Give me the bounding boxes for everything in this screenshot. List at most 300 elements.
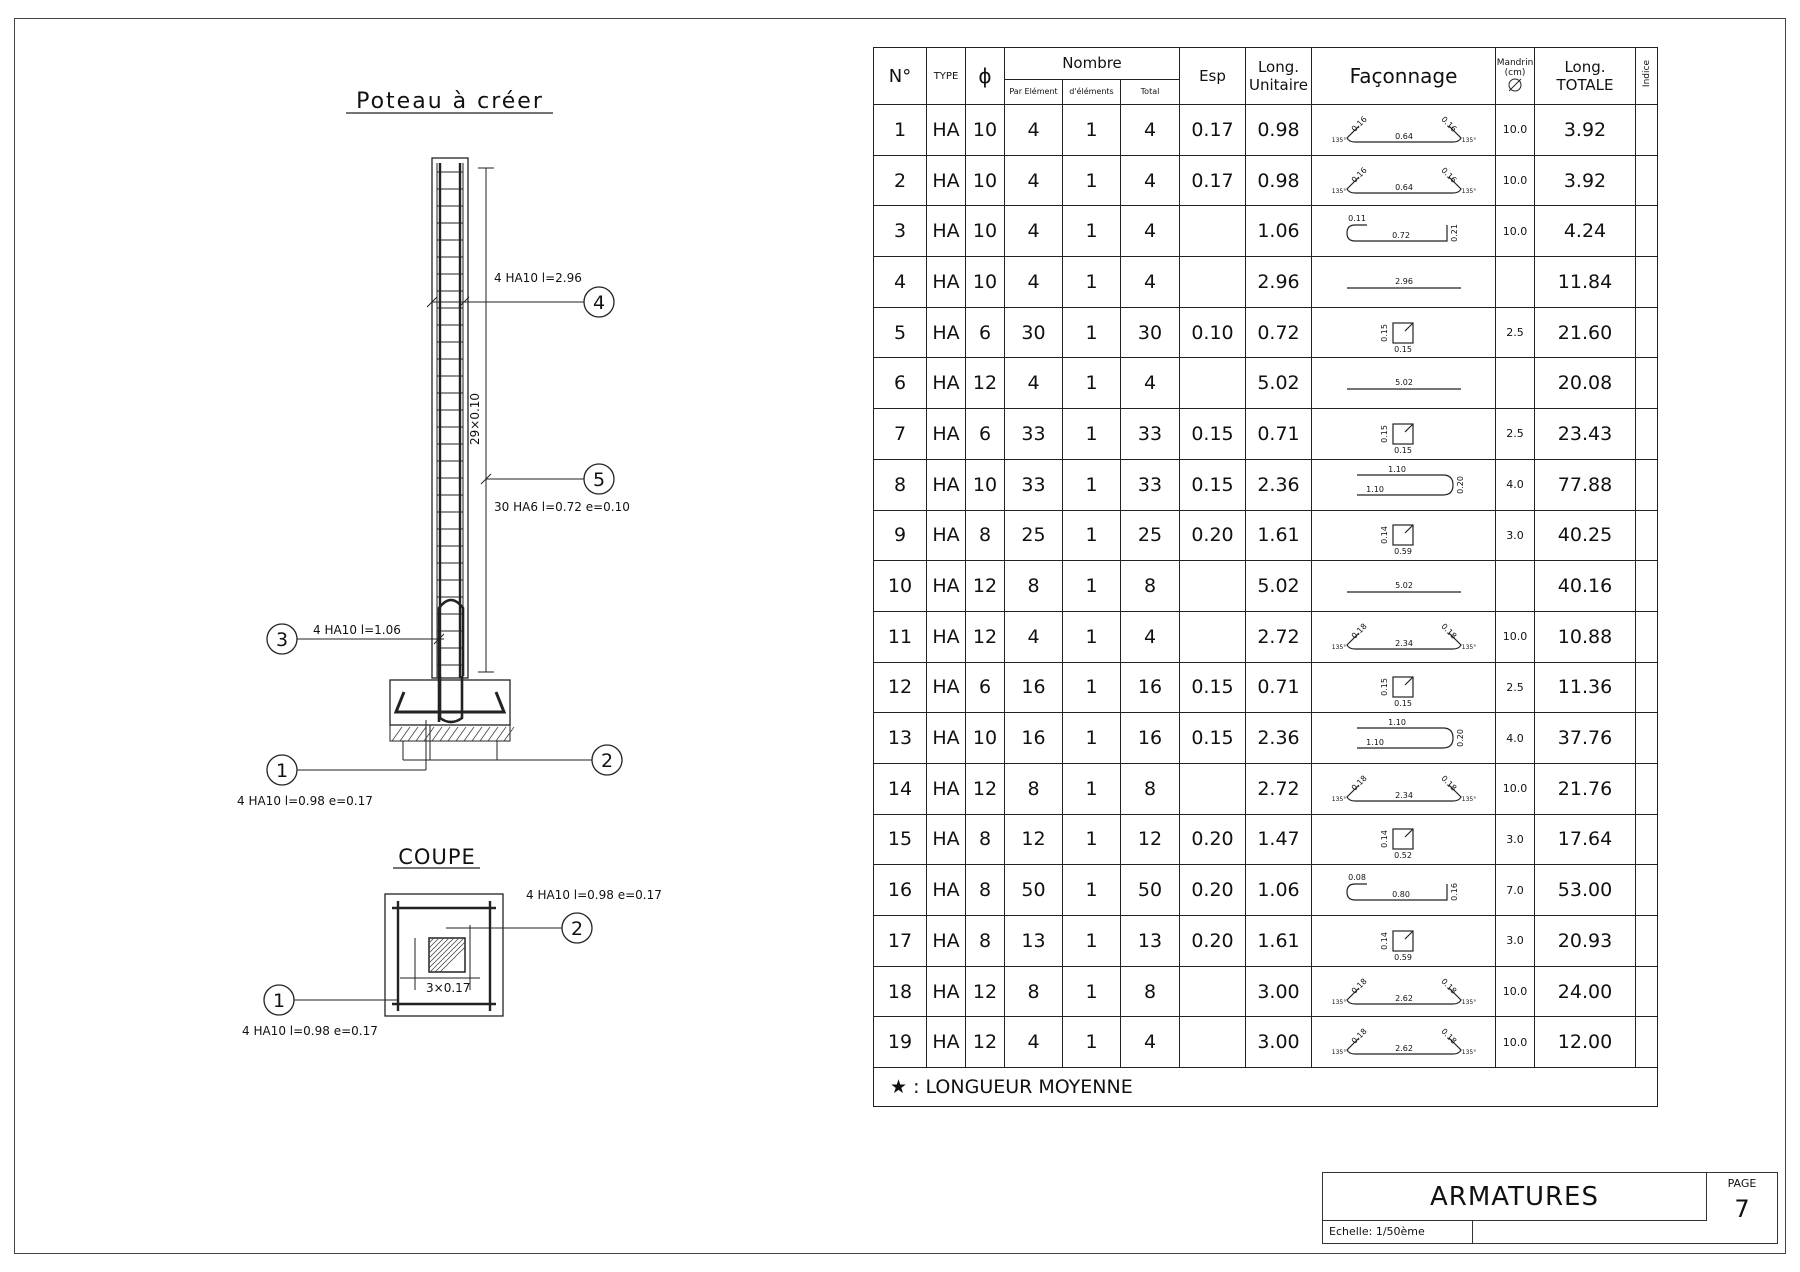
cell-n: 19 xyxy=(874,1017,927,1068)
cell-n: 14 xyxy=(874,763,927,814)
shape-dimension: 0.16 xyxy=(1449,883,1459,902)
cell-indice xyxy=(1636,966,1658,1017)
section-callout-1-label: 4 HA10 l=0.98 e=0.17 xyxy=(242,1024,378,1038)
cell-long-total: 40.25 xyxy=(1535,510,1636,561)
cell-par: 8 xyxy=(1005,561,1063,612)
cell-n: 10 xyxy=(874,561,927,612)
cell-long-total: 3.92 xyxy=(1535,105,1636,156)
shape-dimension: 135° xyxy=(1461,187,1476,195)
section-dimension: 3×0.17 xyxy=(426,981,471,995)
cell-type: HA xyxy=(927,966,966,1017)
table-row xyxy=(874,966,1658,1017)
table-row xyxy=(874,611,1658,662)
shape-dimension: 2.34 xyxy=(1394,638,1413,648)
scale-label: Echelle: 1/50ème xyxy=(1323,1221,1473,1243)
cell-mandrin: 10.0 xyxy=(1496,155,1535,206)
cell-lu: 5.02 xyxy=(1246,561,1312,612)
shape-dimension: 135° xyxy=(1331,187,1346,195)
cell-esp xyxy=(1180,966,1246,1017)
shape-dimension: 5.02 xyxy=(1394,378,1413,388)
cell-shape xyxy=(1312,865,1496,916)
cell-type: HA xyxy=(927,1017,966,1068)
cell-type: HA xyxy=(927,662,966,713)
shape-u-icon xyxy=(1329,868,1479,912)
cell-par: 33 xyxy=(1005,409,1063,460)
cell-long-total: 20.08 xyxy=(1535,358,1636,409)
shape-dimension: 0.20 xyxy=(1455,475,1465,494)
svg-text:3: 3 xyxy=(275,629,289,651)
cell-lu: 2.96 xyxy=(1246,257,1312,308)
shape-loop-icon xyxy=(1329,463,1479,507)
cell-par: 4 xyxy=(1005,1017,1063,1068)
cell-phi: 10 xyxy=(966,206,1005,257)
cell-tot: 16 xyxy=(1121,713,1180,764)
svg-text:2: 2 xyxy=(570,918,584,940)
cell-n: 1 xyxy=(874,105,927,156)
shape-dimension: 0.11 xyxy=(1347,214,1366,224)
cell-indice xyxy=(1636,206,1658,257)
section-title: COUPE xyxy=(398,845,476,869)
shape-hook-icon xyxy=(1329,108,1479,152)
cell-esp xyxy=(1180,206,1246,257)
callout-4-label: 4 HA10 l=2.96 xyxy=(494,271,582,285)
header-diameter: ϕ xyxy=(966,48,1005,105)
cell-tot: 4 xyxy=(1121,611,1180,662)
cell-phi: 10 xyxy=(966,155,1005,206)
cell-shape xyxy=(1312,257,1496,308)
cell-el: 1 xyxy=(1063,662,1121,713)
cell-mandrin: 2.5 xyxy=(1496,662,1535,713)
ground-hatch xyxy=(392,727,514,741)
table-row xyxy=(874,105,1658,156)
header-faconnage: Façonnage xyxy=(1312,48,1496,105)
cell-long-total: 40.16 xyxy=(1535,561,1636,612)
cell-long-total: 11.36 xyxy=(1535,662,1636,713)
callout-3-label: 4 HA10 l=1.06 xyxy=(313,623,401,637)
shape-dimension: 0.15 xyxy=(1379,425,1389,443)
shape-stirrup-icon xyxy=(1329,665,1479,709)
cell-esp xyxy=(1180,1017,1246,1068)
cell-el: 1 xyxy=(1063,459,1121,510)
cell-indice xyxy=(1636,916,1658,967)
shape-dimension: 0.52 xyxy=(1393,851,1412,861)
cell-el: 1 xyxy=(1063,713,1121,764)
shape-dimension: 1.10 xyxy=(1365,484,1384,494)
cell-shape xyxy=(1312,409,1496,460)
cell-long-total: 21.76 xyxy=(1535,763,1636,814)
cell-indice xyxy=(1636,358,1658,409)
cell-mandrin: 4.0 xyxy=(1496,459,1535,510)
cell-mandrin: 2.5 xyxy=(1496,307,1535,358)
cell-mandrin: 3.0 xyxy=(1496,916,1535,967)
cell-phi: 10 xyxy=(966,459,1005,510)
cell-el: 1 xyxy=(1063,358,1121,409)
cell-tot: 8 xyxy=(1121,561,1180,612)
cell-lu: 1.06 xyxy=(1246,206,1312,257)
shape-dimension: 0.18 xyxy=(1349,976,1369,996)
cell-par: 4 xyxy=(1005,611,1063,662)
cell-mandrin: 10.0 xyxy=(1496,763,1535,814)
cell-phi: 8 xyxy=(966,916,1005,967)
cell-esp: 0.20 xyxy=(1180,916,1246,967)
cell-tot: 33 xyxy=(1121,409,1180,460)
shape-dimension: 135° xyxy=(1331,643,1346,651)
cell-lu: 1.47 xyxy=(1246,814,1312,865)
shape-loop-icon xyxy=(1329,716,1479,760)
cell-esp: 0.20 xyxy=(1180,510,1246,561)
cell-type: HA xyxy=(927,409,966,460)
cell-lu: 3.00 xyxy=(1246,1017,1312,1068)
table-row xyxy=(874,713,1658,764)
mandrin-icon xyxy=(1507,78,1523,92)
callout-5-label: 30 HA6 l=0.72 e=0.10 xyxy=(494,500,630,514)
cell-type: HA xyxy=(927,611,966,662)
cell-lu: 0.71 xyxy=(1246,409,1312,460)
cell-phi: 8 xyxy=(966,814,1005,865)
shape-stirrup-icon xyxy=(1329,412,1479,456)
shape-dimension: 1.10 xyxy=(1365,738,1384,748)
shape-dimension: 1.10 xyxy=(1387,718,1406,728)
cell-lu: 1.06 xyxy=(1246,865,1312,916)
shape-straight-icon xyxy=(1329,564,1479,608)
cell-phi: 10 xyxy=(966,713,1005,764)
cell-long-total: 10.88 xyxy=(1535,611,1636,662)
shape-dimension: 0.18 xyxy=(1349,621,1369,641)
cell-shape xyxy=(1312,155,1496,206)
cell-type: HA xyxy=(927,459,966,510)
cell-phi: 6 xyxy=(966,409,1005,460)
cell-el: 1 xyxy=(1063,257,1121,308)
shape-dimension: 135° xyxy=(1461,1049,1476,1057)
shape-dimension: 135° xyxy=(1461,136,1476,144)
shape-dimension: 135° xyxy=(1331,136,1346,144)
cell-tot: 50 xyxy=(1121,865,1180,916)
cell-lu: 1.61 xyxy=(1246,510,1312,561)
cell-phi: 10 xyxy=(966,257,1005,308)
elevation-title: Poteau à créer xyxy=(356,89,544,114)
shape-dimension: 2.96 xyxy=(1394,276,1413,286)
cell-type: HA xyxy=(927,814,966,865)
cell-par: 4 xyxy=(1005,206,1063,257)
cell-tot: 16 xyxy=(1121,662,1180,713)
cell-shape xyxy=(1312,510,1496,561)
shape-stirrup-icon xyxy=(1329,919,1479,963)
cell-phi: 12 xyxy=(966,358,1005,409)
cell-esp: 0.20 xyxy=(1180,865,1246,916)
cell-indice xyxy=(1636,865,1658,916)
header-par-element: Par Elément xyxy=(1005,79,1063,104)
shape-dimension: 135° xyxy=(1331,795,1346,803)
table-row xyxy=(874,662,1658,713)
cell-esp xyxy=(1180,611,1246,662)
cell-el: 1 xyxy=(1063,510,1121,561)
cell-mandrin: 10.0 xyxy=(1496,1017,1535,1068)
cell-mandrin: 4.0 xyxy=(1496,713,1535,764)
note-average-length: ★ : LONGUEUR MOYENNE xyxy=(874,1068,1658,1107)
cell-el: 1 xyxy=(1063,307,1121,358)
shape-dimension: 0.16 xyxy=(1438,165,1458,185)
header-total: Total xyxy=(1121,79,1180,104)
section-callout-2-label: 4 HA10 l=0.98 e=0.17 xyxy=(526,888,662,902)
cell-esp xyxy=(1180,358,1246,409)
shape-dimension: 0.15 xyxy=(1393,344,1412,354)
svg-text:1: 1 xyxy=(272,990,286,1012)
cell-long-total: 4.24 xyxy=(1535,206,1636,257)
shape-dimension: 0.15 xyxy=(1393,699,1412,709)
cell-tot: 4 xyxy=(1121,358,1180,409)
cell-type: HA xyxy=(927,916,966,967)
cell-type: HA xyxy=(927,155,966,206)
cell-mandrin: 2.5 xyxy=(1496,409,1535,460)
cell-indice xyxy=(1636,763,1658,814)
header-number: N° xyxy=(874,48,927,105)
cell-mandrin: 10.0 xyxy=(1496,966,1535,1017)
cell-shape xyxy=(1312,814,1496,865)
header-mandrin: Mandrin (cm) xyxy=(1496,48,1535,105)
svg-text:5: 5 xyxy=(592,469,606,491)
cell-n: 6 xyxy=(874,358,927,409)
cell-type: HA xyxy=(927,257,966,308)
cell-mandrin: 10.0 xyxy=(1496,611,1535,662)
cell-long-total: 12.00 xyxy=(1535,1017,1636,1068)
shape-hook-icon xyxy=(1329,615,1479,659)
cell-el: 1 xyxy=(1063,916,1121,967)
cell-shape xyxy=(1312,611,1496,662)
cell-el: 1 xyxy=(1063,966,1121,1017)
shape-dimension: 0.72 xyxy=(1391,231,1410,241)
cell-indice xyxy=(1636,611,1658,662)
cell-par: 16 xyxy=(1005,662,1063,713)
cell-n: 4 xyxy=(874,257,927,308)
shape-dimension: 135° xyxy=(1461,795,1476,803)
cell-lu: 0.98 xyxy=(1246,155,1312,206)
title-block xyxy=(1322,1172,1778,1244)
cell-esp xyxy=(1180,763,1246,814)
cell-indice xyxy=(1636,561,1658,612)
cell-mandrin: 10.0 xyxy=(1496,206,1535,257)
page-label: PAGE xyxy=(1727,1177,1757,1190)
cell-el: 1 xyxy=(1063,105,1121,156)
table-row xyxy=(874,358,1658,409)
shape-dimension: 0.18 xyxy=(1438,773,1458,793)
header-indice: Indice xyxy=(1636,48,1658,105)
cell-phi: 12 xyxy=(966,611,1005,662)
shape-dimension: 0.18 xyxy=(1349,773,1369,793)
cell-n: 11 xyxy=(874,611,927,662)
cell-lu: 3.00 xyxy=(1246,966,1312,1017)
cell-shape xyxy=(1312,459,1496,510)
cell-type: HA xyxy=(927,307,966,358)
shape-dimension: 0.64 xyxy=(1394,182,1413,192)
shape-dimension: 0.59 xyxy=(1393,547,1412,557)
cell-type: HA xyxy=(927,206,966,257)
bar-schedule-table xyxy=(873,47,1658,1107)
shape-dimension: 0.14 xyxy=(1379,830,1389,849)
cell-par: 4 xyxy=(1005,257,1063,308)
cell-indice xyxy=(1636,662,1658,713)
shape-dimension: 0.08 xyxy=(1347,873,1366,883)
cell-esp: 0.15 xyxy=(1180,713,1246,764)
cell-n: 15 xyxy=(874,814,927,865)
shape-stirrup-icon xyxy=(1329,311,1479,355)
cell-shape xyxy=(1312,713,1496,764)
shape-dimension: 0.80 xyxy=(1391,890,1410,900)
header-long-total: Long. TOTALE xyxy=(1535,48,1636,105)
cell-tot: 13 xyxy=(1121,916,1180,967)
cell-mandrin: 3.0 xyxy=(1496,814,1535,865)
cell-n: 13 xyxy=(874,713,927,764)
cell-phi: 8 xyxy=(966,510,1005,561)
cell-par: 8 xyxy=(1005,763,1063,814)
cell-phi: 8 xyxy=(966,865,1005,916)
cell-esp: 0.15 xyxy=(1180,662,1246,713)
cell-lu: 5.02 xyxy=(1246,358,1312,409)
cell-esp: 0.15 xyxy=(1180,459,1246,510)
header-type: TYPE xyxy=(927,48,966,105)
cell-lu: 2.36 xyxy=(1246,713,1312,764)
cell-n: 5 xyxy=(874,307,927,358)
cell-esp: 0.20 xyxy=(1180,814,1246,865)
cell-esp xyxy=(1180,257,1246,308)
cell-tot: 33 xyxy=(1121,459,1180,510)
cell-phi: 12 xyxy=(966,966,1005,1017)
shape-stirrup-icon xyxy=(1329,513,1479,557)
cell-shape xyxy=(1312,916,1496,967)
cell-el: 1 xyxy=(1063,1017,1121,1068)
shape-hook-icon xyxy=(1329,970,1479,1014)
svg-text:4: 4 xyxy=(592,292,606,314)
shape-dimension: 0.14 xyxy=(1379,526,1389,545)
cell-type: HA xyxy=(927,561,966,612)
shape-hook-icon xyxy=(1329,159,1479,203)
shape-dimension: 135° xyxy=(1461,643,1476,651)
shape-dimension: 0.18 xyxy=(1349,1026,1369,1046)
cell-shape xyxy=(1312,307,1496,358)
cell-long-total: 37.76 xyxy=(1535,713,1636,764)
callout-1-label: 4 HA10 l=0.98 e=0.17 xyxy=(237,794,373,808)
cell-long-total: 77.88 xyxy=(1535,459,1636,510)
cell-shape xyxy=(1312,763,1496,814)
cell-lu: 0.72 xyxy=(1246,307,1312,358)
cell-lu: 0.71 xyxy=(1246,662,1312,713)
cell-esp: 0.15 xyxy=(1180,409,1246,460)
cell-par: 16 xyxy=(1005,713,1063,764)
cell-mandrin: 10.0 xyxy=(1496,105,1535,156)
shape-dimension: 0.18 xyxy=(1438,621,1458,641)
sheet-title: ARMATURES xyxy=(1323,1173,1707,1221)
shape-hook-icon xyxy=(1329,767,1479,811)
cell-shape xyxy=(1312,105,1496,156)
cell-long-total: 24.00 xyxy=(1535,966,1636,1017)
cell-indice xyxy=(1636,814,1658,865)
cell-indice xyxy=(1636,409,1658,460)
cell-tot: 4 xyxy=(1121,257,1180,308)
cell-el: 1 xyxy=(1063,206,1121,257)
shape-dimension: 0.18 xyxy=(1438,976,1458,996)
shape-u-icon xyxy=(1329,209,1479,253)
cell-par: 4 xyxy=(1005,358,1063,409)
cell-type: HA xyxy=(927,105,966,156)
cell-long-total: 53.00 xyxy=(1535,865,1636,916)
cell-lu: 0.98 xyxy=(1246,105,1312,156)
shape-hook-icon xyxy=(1329,1020,1479,1064)
cell-par: 50 xyxy=(1005,865,1063,916)
header-elements: d'éléments xyxy=(1063,79,1121,104)
shape-dimension: 135° xyxy=(1461,998,1476,1006)
cell-par: 33 xyxy=(1005,459,1063,510)
cell-indice xyxy=(1636,307,1658,358)
shape-dimension: 135° xyxy=(1331,1049,1346,1057)
cell-tot: 30 xyxy=(1121,307,1180,358)
shape-dimension: 0.16 xyxy=(1438,114,1458,134)
table-row xyxy=(874,257,1658,308)
cell-shape xyxy=(1312,1017,1496,1068)
cell-par: 25 xyxy=(1005,510,1063,561)
cell-mandrin xyxy=(1496,257,1535,308)
table-row xyxy=(874,763,1658,814)
shape-dimension: 0.14 xyxy=(1379,931,1389,950)
shape-dimension: 135° xyxy=(1331,998,1346,1006)
shape-dimension: 0.64 xyxy=(1394,131,1413,141)
table-row xyxy=(874,865,1658,916)
cell-indice xyxy=(1636,459,1658,510)
cell-long-total: 11.84 xyxy=(1535,257,1636,308)
cell-long-total: 20.93 xyxy=(1535,916,1636,967)
cell-tot: 25 xyxy=(1121,510,1180,561)
cell-par: 12 xyxy=(1005,814,1063,865)
page-number: 7 xyxy=(1734,1195,1750,1223)
shape-straight-icon xyxy=(1329,260,1479,304)
cell-el: 1 xyxy=(1063,409,1121,460)
cell-phi: 6 xyxy=(966,662,1005,713)
table-row xyxy=(874,155,1658,206)
cell-long-total: 17.64 xyxy=(1535,814,1636,865)
cell-tot: 12 xyxy=(1121,814,1180,865)
table-row xyxy=(874,206,1658,257)
shape-dimension: 0.15 xyxy=(1379,678,1389,697)
cell-mandrin: 3.0 xyxy=(1496,510,1535,561)
table-row xyxy=(874,459,1658,510)
header-esp: Esp xyxy=(1180,48,1246,105)
cell-tot: 8 xyxy=(1121,763,1180,814)
cell-type: HA xyxy=(927,510,966,561)
cell-tot: 4 xyxy=(1121,1017,1180,1068)
header-long-unit: Long. Unitaire xyxy=(1246,48,1312,105)
shape-stirrup-icon xyxy=(1329,817,1479,861)
cell-shape xyxy=(1312,206,1496,257)
cell-indice xyxy=(1636,105,1658,156)
table-row xyxy=(874,510,1658,561)
cell-el: 1 xyxy=(1063,865,1121,916)
cell-indice xyxy=(1636,1017,1658,1068)
cell-tot: 4 xyxy=(1121,105,1180,156)
cell-n: 3 xyxy=(874,206,927,257)
cell-esp: 0.17 xyxy=(1180,105,1246,156)
cell-long-total: 3.92 xyxy=(1535,155,1636,206)
cell-phi: 12 xyxy=(966,763,1005,814)
shape-dimension: 2.62 xyxy=(1394,993,1413,1003)
cell-esp xyxy=(1180,561,1246,612)
footing xyxy=(390,680,510,725)
cell-phi: 12 xyxy=(966,1017,1005,1068)
svg-text:2: 2 xyxy=(600,750,614,772)
column-drawing xyxy=(0,0,860,1272)
cell-n: 2 xyxy=(874,155,927,206)
shape-dimension: 5.02 xyxy=(1394,581,1413,591)
cell-n: 7 xyxy=(874,409,927,460)
table-row xyxy=(874,307,1658,358)
cell-tot: 4 xyxy=(1121,155,1180,206)
